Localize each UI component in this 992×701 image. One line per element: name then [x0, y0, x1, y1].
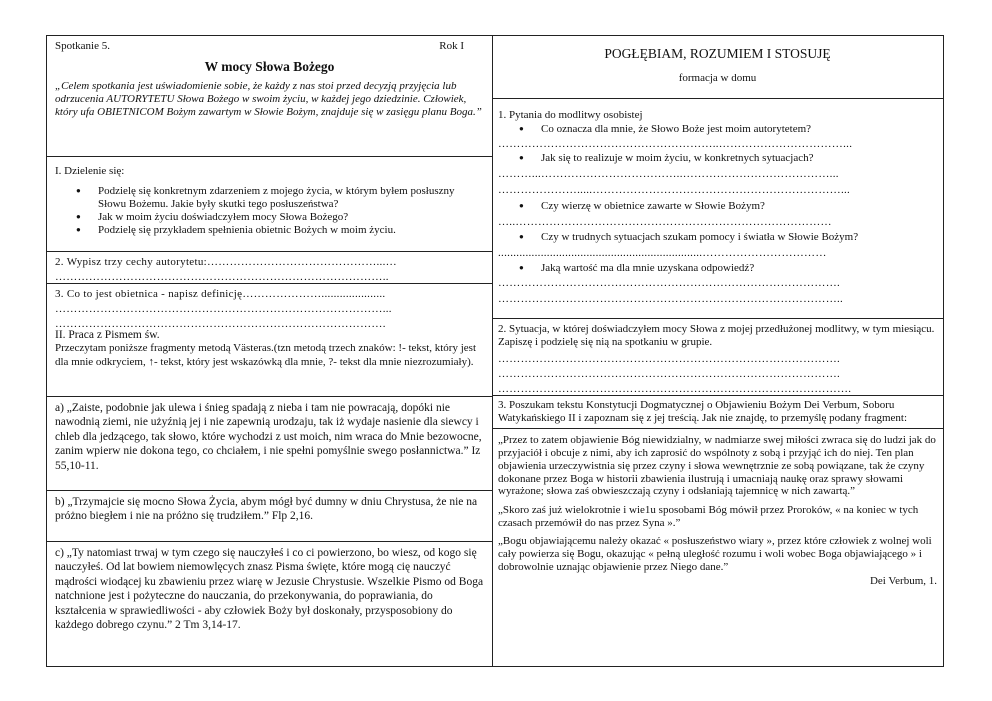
list-item: ● Co oznacza dla mnie, że Słowo Boże jest moim autorytetem?: [541, 123, 937, 136]
answer-line: ……………………………………………………………………………..: [55, 271, 389, 283]
situation-text: 2. Sytuacja, w której doświadczyłem mocy Słowa z mojej przedłużonej modlitwy, w tym miesiącu. Zapiszę i podzielę się nią na spotkaniu w grupie.: [498, 323, 935, 348]
meeting-intro: „Celem spotkania jest uświadomienie sobie, że każdy z nas stoi przed decyzją przyjęcia lub odrzucenia AUTORYTETU Słowa Bożego w swoim życiu, w każdej jego dziedzinie. Człowiek, który ufa OBIETNICOM Bożym zawartym w Słowie Bożym, znajduje się w zasięgu planu Boga.”: [55, 80, 482, 118]
meeting-number: Spotkanie 5.: [55, 40, 110, 52]
scripture-heading: II. Praca z Pismem św.: [55, 329, 160, 341]
list-item: ● Podzielę się przykładem spełnienia obietnic Bożych w moim życiu.: [98, 224, 484, 237]
passage-a-text: a) „Zaiste, podobnie jak ulewa i śnieg spadają z nieba i tam nie powracają, dopóki nie nawodnią ziemi, nie użyźnią jej i nie zapewnią urodzaju, tak iż wydaje nasienie dla siewcy i chleb dla jedzącego, tak słowo, które wychodzi z ust moich, nim wraca do Mnie bezowocne, zanim wpierw nie dokona tego, co chciałem, i nie spełni pomyślnie swego posłannictwa.” Iz 55,10-11.: [55, 402, 482, 472]
promise-section: [47, 283, 492, 329]
answer-line: ……………………………………………………………………………….: [498, 352, 841, 365]
sharing-list: [55, 185, 484, 237]
formation-title: POGŁĘBIAM, ROZUMIEM I STOSUJĘ: [604, 46, 831, 61]
formation-header: [492, 36, 943, 98]
dei-verbum-section: [492, 395, 943, 666]
list-item: ● Jak w moim życiu doświadczyłem mocy Słowa Bożego?: [98, 211, 484, 224]
passage-c: [47, 541, 492, 666]
answer-line: ………………………………………………………………………………..: [498, 293, 844, 306]
list-item: ● Jaką wartość ma dla mnie uzyskana odpowiedź?: [541, 262, 937, 275]
passage-a: [47, 396, 492, 490]
answer-line: ………………….....…………………………………………………………...: [498, 183, 851, 196]
meeting-header: [47, 36, 492, 156]
prayer-heading: 1. Pytania do modlitwy osobistej: [498, 109, 643, 121]
meeting-title: W mocy Słowa Bożego: [204, 59, 335, 74]
dei-verbum-quote-1: „Przez to zatem objawienie Bóg niewidzialny, w nadmiarze swej miłości zwraca się do ludzi jak do przyjaciół i obcuje z nimi, aby ich zaprosić do wspólnoty z sobą i przyjąć ich do niej. Ten plan objawienia urzeczywistnia się przez czyny i słowa wewnętrznie ze sobą powiązane, tak że czyny dokonane przez Boga w historii zbawienia ilustrują i umacniają naukę oraz sprawy słowami wyrażone; słowa zaś obwieszczają czyny i odsłaniają tajemnicę w nich zawartą.”: [498, 433, 936, 498]
dei-verbum-source: Dei Verbum, 1.: [869, 574, 937, 587]
answer-line: …………………………………………………………………………….: [55, 318, 386, 330]
left-column: [47, 36, 493, 666]
prayer-questions: [492, 98, 943, 318]
question-list: [498, 152, 937, 165]
dei-verbum-quote-3: „Bogu objawiającemu należy okazać « posłuszeństwo wiary », przez które człowiek z wolnej woli cały powierza się Bogu, okazując « pełną uległość rozumu i woli wobec Boga objawiającego » i dobrowolnie uznając objawienie przez Niego dane.”: [498, 535, 932, 573]
answer-line: ………...………………………………..…………………………………...: [498, 167, 839, 180]
scripture-section: [47, 329, 492, 369]
situation-section: [492, 318, 943, 395]
right-column: [492, 36, 943, 666]
vasteras-intro: Przeczytam poniższe fragmenty metodą Västeras.(tzn metodą trzech znaków: !- tekst, który jest dla mnie odkryciem, ↑- tekst, który jest wskazówką dla mnie, ?- tekst dla mnie niezrozumiały).: [55, 342, 476, 368]
list-item: ● Czy w trudnych sytuacjach szukam pomocy i światła w Słowie Bożym?: [541, 231, 937, 244]
answer-line: …..…………………………………………………………………………: [498, 215, 832, 228]
dei-verbum-quote-2: „Skoro zaś już wielokrotnie i wie1u sposobami Bóg mówił przez Proroków, « na koniec w tych czasach przemówił do nas przez Syna ».”: [498, 504, 919, 530]
passage-b-text: b) „Trzymajcie się mocno Słowa Życia, abym mógł być dumny w dniu Chrystusa, że nie na próżno biegłem i nie na próżno się trudziłem.” Flp 2,16.: [55, 496, 478, 523]
answer-line: ……………………………………………………………………………….: [498, 367, 841, 380]
answer-line: ……………………………………………………………………………….: [498, 277, 841, 290]
passage-c-text: c) „Ty natomiast trwaj w tym czego się nauczyłeś i co ci powierzono, bo wiesz, od kogo się nauczyłeś. Od lat bowiem niemowlęcych znasz Pisma święte, które mogą cię nauczyć mądrości wiodącej ku zbawieniu przez wiarę w Jezusie Chrystusie. Wszelkie Pismo od Boga natchnione jest i pożyteczne do nauczania, do przekonywania, do poprawiania, do kształcenia w sprawiedliwości - aby człowiek Boży był doskonały, przysposobiony do każdego dobrego czynu.” 2 Tm 3,14-17.: [55, 547, 484, 632]
list-item: ● Czy wierzę w obietnice zawarte w Słowie Bożym?: [541, 200, 937, 213]
worksheet: [46, 35, 944, 667]
list-item: ● Podzielę się konkretnym zdarzeniem z mojego życia, w którym byłem posłuszny Słowu Bożemu. Jakie były skutki tego posłuszeństwa?: [98, 185, 484, 211]
sharing-section: [47, 156, 492, 251]
authority-prompt: 2. Wypisz trzy cechy autorytetu:………………………………………...…: [55, 256, 397, 268]
authority-section: [47, 251, 492, 283]
answer-line: ……………………………………………………………………………...: [55, 303, 392, 315]
answer-line: ...................................................................……………………………: [498, 246, 827, 259]
answer-line: …………………………………………………..……………………………...: [498, 137, 853, 150]
list-item: ● Jak się to realizuje w moim życiu, w konkretnych sytuacjach?: [541, 152, 937, 165]
question-list: [498, 231, 937, 244]
answer-line: ………………………………………………………………………………….: [498, 382, 852, 395]
year-label: Rok I: [439, 40, 464, 52]
question-list: [498, 262, 937, 275]
dei-verbum-intro: 3. Poszukam tekstu Konstytucji Dogmatycznej o Objawieniu Bożym Dei Verbum, Soboru Watykańskiego II i zapoznam się z jej treścią. Jak nie znajdę, to przemyślę podany fragment:: [498, 399, 908, 424]
question-list: [498, 200, 937, 213]
sharing-heading: I. Dzielenie się:: [55, 165, 125, 177]
formation-subtitle: formacja w domu: [678, 72, 757, 84]
question-list: [498, 123, 937, 136]
passage-b: [47, 490, 492, 541]
promise-prompt: 3. Co to jest obietnica - napisz definicję………………….....................: [55, 288, 386, 300]
